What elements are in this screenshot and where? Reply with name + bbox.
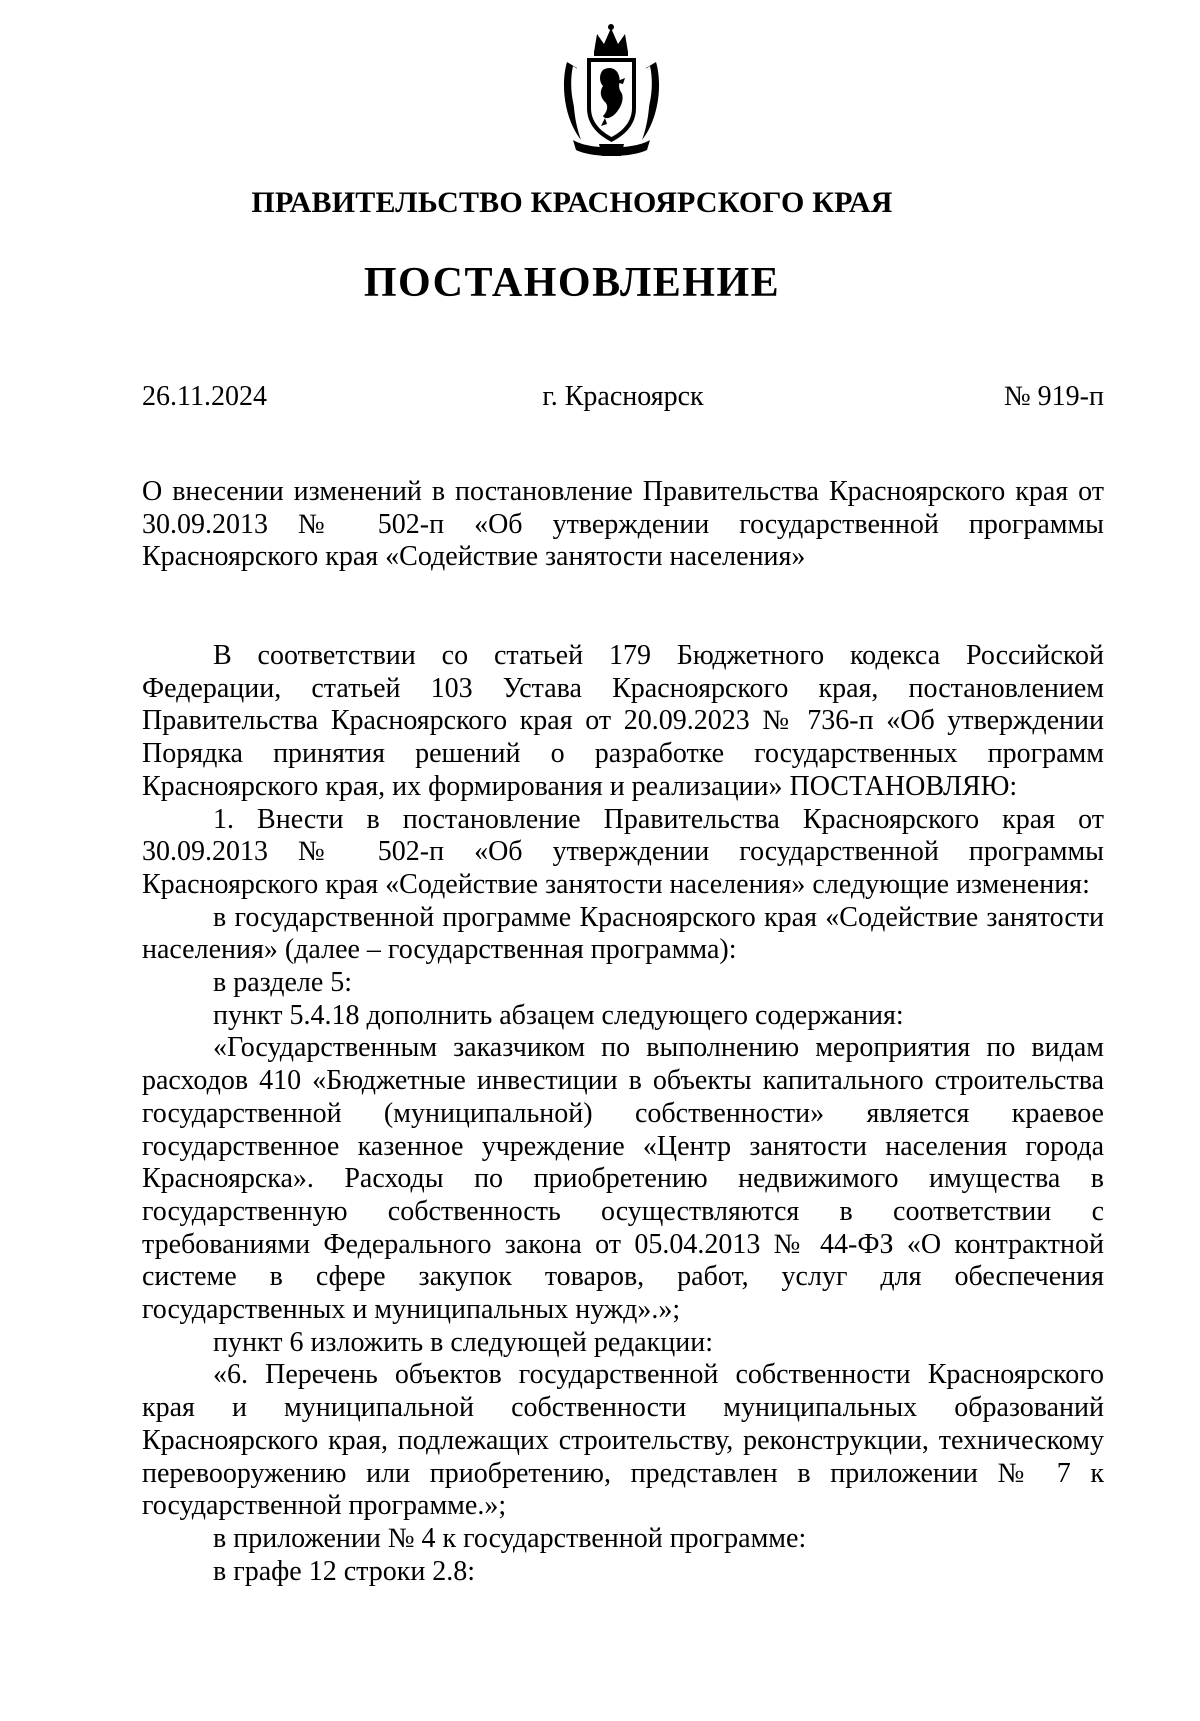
body-paragraph: «6. Перечень объектов государственной собственности Красноярского края и муниципальной собственности муниципальных образований Красноярского края, подлежащих строительству, реконструкции, техническому перевооружению или приобретению, представлен в приложении № 7 к государственной программе.»; (142, 1359, 1104, 1522)
body-paragraph: В соответствии со статьей 179 Бюджетного кодекса Российской Федерации, статьей 103 Устава Красноярского края, постановлением Правительства Красноярского края от 20.09.2023 № 736-п «Об утверждении Порядка принятия решений о разработке государственных программ Красноярского края, их формирования и реализации» ПОСТАНОВЛЯЮ: (142, 640, 1104, 802)
body-paragraph: 1. Внести в постановление Правительства Красноярского края от 30.09.2013 № 502-п «Об утверждении государственной программы Красноярского края «Содействие занятости населения» следующие изменения: (142, 803, 1104, 900)
document-city: г. Красноярск (542, 381, 704, 412)
document-body (142, 640, 1104, 1588)
body-paragraph: в государственной программе Красноярского края «Содействие занятости населения» (далее – государственная программа): (142, 901, 1104, 966)
organization-title: ПРАВИТЕЛЬСТВО КРАСНОЯРСКОГО КРАЯ (251, 186, 893, 219)
body-paragraph: в разделе 5: (213, 967, 353, 999)
document-date: 26.11.2024 (142, 381, 267, 412)
body-paragraph: «Государственным заказчиком по выполнению мероприятия по видам расходов 410 «Бюджетные инвестиции в объекты капитального строительства государственной (муниципальной) собственности» является краевое государственное казенное учреждение «Центр занятости населения города Красноярска». Расходы по приобретению недвижимого имущества в государственную собственность осуществляются в соответствии с требованиями Федерального закона от 05.04.2013 № 44-ФЗ «О контрактной системе в сфере закупок товаров, работ, услуг для обеспечения государственных и муниципальных нужд».»; (142, 1032, 1104, 1326)
body-paragraph: пункт 6 изложить в следующей редакции: (213, 1326, 713, 1358)
body-paragraph: в графе 12 строки 2.8: (213, 1555, 476, 1587)
document-meta-row (142, 381, 1104, 417)
document-type-title: ПОСТАНОВЛЕНИЕ (363, 260, 781, 306)
coat-of-arms-icon (559, 22, 664, 160)
document-number: № 919-п (1003, 381, 1104, 412)
document-subject: О внесении изменений в постановление Правительства Красноярского края от 30.09.2013 № 502-п «Об утверждении государственной программы Красноярского края «Содействие занятости населения» (142, 476, 1104, 572)
body-paragraph: в приложении № 4 к государственной программе: (213, 1522, 807, 1554)
body-paragraph: пункт 5.4.18 дополнить абзацем следующего содержания: (213, 999, 904, 1031)
